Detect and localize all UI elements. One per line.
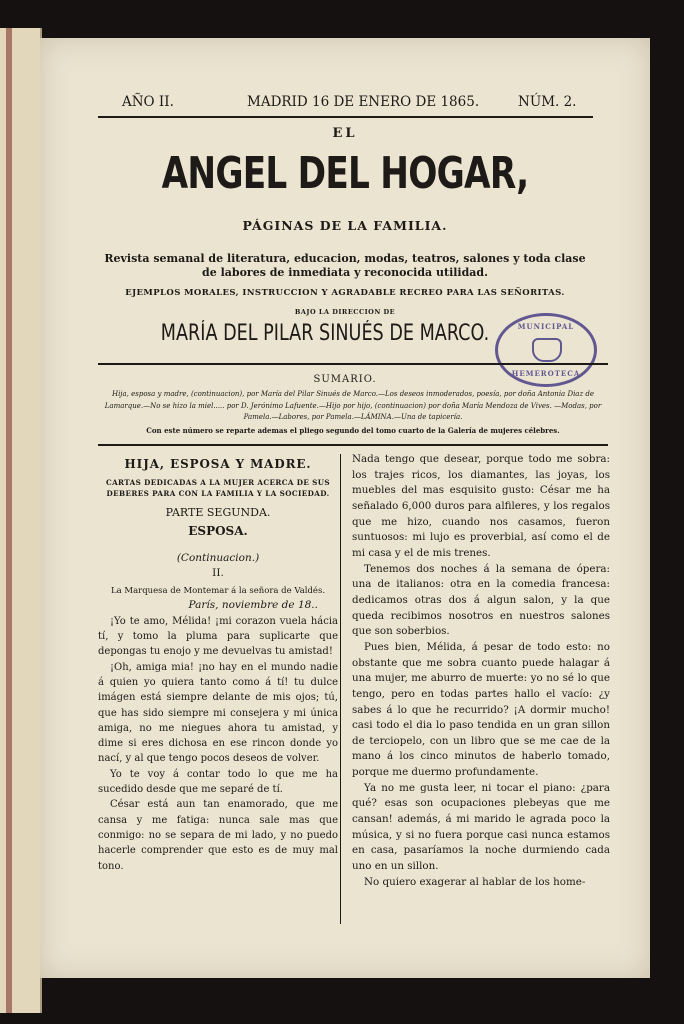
masthead-rule [98, 363, 608, 365]
director-name: MARÍA DEL PILAR SINUÉS DE MARCO. [160, 321, 490, 346]
chapter-number: II. [212, 567, 224, 580]
paragraph: Nada tengo que desear, porque todo me sobra: los trajes ricos, los diamantes, las joyas, los muebles del mas esquisito gusto: César me ha señalado 6,000 duros para alfileres, y los regalos que me hizo, cuando nos casamos, fueron suntuosos: mi lujo es proverbial, así como el de mi casa y el de mis trenes. [352, 453, 610, 559]
paragraph: Ya no me gusta leer, ni tocar el piano: ¿para qué? esas son ocupaciones plebeyas que me cansan! además, á mi marido le agrada poco la música, y si no fuera porque casi nunca estamos en casa, pasaríamos la noche durmiendo cada uno en un sillon. [352, 781, 610, 873]
letter-heading: La Marquesa de Montemar á la señora de Valdés. [110, 586, 326, 597]
article-section: ESPOSA. [188, 523, 248, 538]
summary-heading: SUMARIO. [313, 374, 377, 385]
facing-page-edge [0, 28, 42, 1013]
right-column [352, 452, 610, 890]
summary-text: Hija, esposa y madre, (continuacion), por María del Pilar Sinués de Marco.—Los deseos inmoderados, poesía, por doña Antonia Diaz de Lamarque.—No se hizo la miel..... por D. Jerónimo Lafuente.—Hijo por hijo, (continuacion) por doña María Mendoza de Vives. —Modas, por Pamela.—Labores, por Pamela.—LÁMINA.—Una de tapicería. [104, 390, 602, 421]
paragraph: Pues bien, Mélida, á pesar de todo esto: no obstante que me sobra cuanto puede halagar á una mujer, me aburro de muerte: yo no sé lo que tengo, pero en todas partes hallo el vacío: ¿y sabes á lo que he recurrido? ¡A dormir mucho! casi todo el dia lo paso tendida en un gran sillon de terciopelo, con un libro que se me cae de la mano á los cinco minutos de haberlo tomado, porque me duermo profundamente. [352, 640, 610, 779]
coat-of-arms-icon [532, 338, 562, 362]
masthead-description: Revista semanal de literatura, educacion, modas, teatros, salones y toda clase de labores de inmediata y reconocida utilidad. [104, 252, 586, 279]
issue-number: NÚM. 2. [518, 94, 577, 110]
paragraph: César está aun tan enamorado, que me cansa y me fatiga: nunca sale mas que conmigo: no se separa de mi lado, y no puedo hacerle comprender que esto es de muy mal tono. [98, 799, 338, 872]
left-column [98, 456, 338, 874]
article-title: HIJA, ESPOSA Y MADRE. [124, 456, 312, 471]
paragraph: No quiero exagerar al hablar de los home- [364, 875, 586, 888]
masthead-title: ANGEL DEL HOGAR, [161, 148, 529, 199]
binding-band [6, 28, 12, 1013]
summary-note: Con este número se reparte ademas el pliego segundo del tomo cuarto de la Galería de mujeres célebres. [146, 425, 560, 435]
header-rule [98, 116, 593, 118]
newspaper-page [40, 38, 650, 978]
summary-block [98, 389, 608, 436]
masthead-tagline: EJEMPLOS MORALES, INSTRUCCION Y AGRADABLE RECREO PARA LAS SEÑORITAS. [125, 288, 565, 298]
summary-rule [98, 444, 608, 446]
paragraph: Tenemos dos noches á la semana de ópera: una de italianos: otra en la comedia francesa: dedicamos otras dos á algun salon, y la que queda recibimos nosotros en nuestros salones que son soberbios. [352, 562, 610, 638]
article-dedication: CARTAS DEDICADAS A LA MUJER ACERCA DE SUS DEBERES PARA CON LA FAMILIA Y LA SOCIEDAD. [105, 478, 331, 499]
article-part: PARTE SEGUNDA. [165, 506, 271, 520]
paragraph: ¡Yo te amo, Mélida! ¡mi corazon vuela hácia tí, y tomo la pluma para suplicarte que depongas tu enojo y me devuelvas tu amistad! [98, 615, 338, 658]
column-divider [340, 454, 341, 924]
issue-year: AÑO II. [122, 94, 174, 110]
direction-label: BAJO LA DIRECCION DE [294, 308, 396, 316]
issue-dateline: MADRID 16 DE ENERO DE 1865. [247, 94, 480, 110]
stamp-bottom-text: HEMEROTECA [511, 369, 581, 378]
paragraph: ¡Oh, amiga mia! ¡no hay en el mundo nadie á quien yo quiera tanto como á tí! tu dulce imágen está siempre delante de mis ojos; tú, que has sido siempre mi consejera y mi única amiga, no me niegues ahora tu amistad, y dime si eres dichosa en ese rincon donde yo nací, y al que tengo pocos deseos de volver. [98, 661, 338, 765]
masthead-subtitle: PÁGINAS DE LA FAMILIA. [242, 218, 448, 233]
paragraph: Yo te voy á contar todo lo que me ha sucedido desde que me separé de tí. [98, 768, 338, 796]
letter-place-date: París, noviembre de 18.. [188, 599, 318, 612]
stamp-top-text: MUNICIPAL [517, 322, 575, 331]
article-continuation: (Continuacion.) [176, 551, 260, 564]
masthead-article: EL [332, 126, 358, 141]
